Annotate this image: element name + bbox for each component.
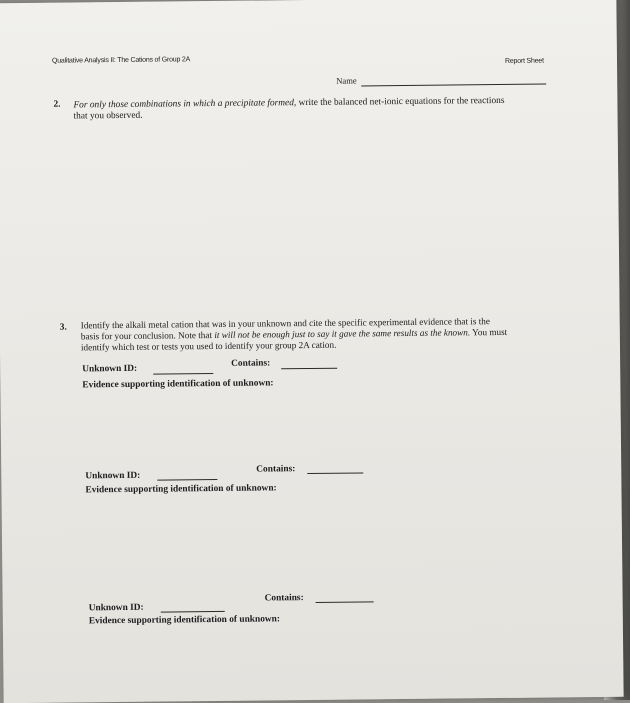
unknown-id-line <box>161 611 225 613</box>
unknown-id-line <box>153 373 213 375</box>
question-2 <box>53 100 60 111</box>
name-label: Name <box>336 75 357 86</box>
question-2-italic: For only those combinations in which a precipitate formed, <box>73 98 297 111</box>
question-2-text <box>73 96 504 122</box>
contains-label: Contains: <box>264 593 304 604</box>
evidence-label: Evidence supporting identification of unknown: <box>85 483 277 496</box>
question-3-number: 3. <box>59 322 67 333</box>
contains-line <box>281 368 337 370</box>
contains-line <box>307 472 363 474</box>
question-3-line3: identify which test or tests you used to identify your group 2A cation. <box>80 339 337 352</box>
unknown-id-label: Unknown ID: <box>82 363 138 375</box>
header-left-title: Qualitative Analysis II: The Cations of Group 2A <box>51 56 191 65</box>
evidence-label: Evidence supporting identification of unknown: <box>82 378 274 391</box>
contains-label: Contains: <box>231 358 271 369</box>
name-line <box>361 84 546 87</box>
contains-label: Contains: <box>256 464 296 475</box>
question-3 <box>60 323 67 334</box>
unknown-id-label: Unknown ID: <box>88 602 144 614</box>
unknown-id-line <box>157 479 217 481</box>
question-3-line1: Identify the alkali metal cation that was in your unknown and cite the specific experimental evidence that is the <box>80 316 490 331</box>
header-right-title: Report Sheet <box>504 57 544 65</box>
question-3-text <box>81 316 508 353</box>
question-3-line2-start: basis for your conclusion. Note that <box>80 329 213 342</box>
question-2-line2: that you observed. <box>73 110 143 122</box>
question-3-line2-italic: it will not be enough just to say it gave the same results as the known. <box>214 327 471 340</box>
unknown-id-label: Unknown ID: <box>85 470 141 482</box>
question-2-number: 2. <box>53 99 61 110</box>
evidence-label: Evidence supporting identification of unknown: <box>88 614 281 627</box>
question-2-rest: write the balanced net-ionic equations for the reactions <box>298 95 505 109</box>
question-3-line2-end: You must <box>472 326 508 338</box>
contains-line <box>316 601 374 603</box>
